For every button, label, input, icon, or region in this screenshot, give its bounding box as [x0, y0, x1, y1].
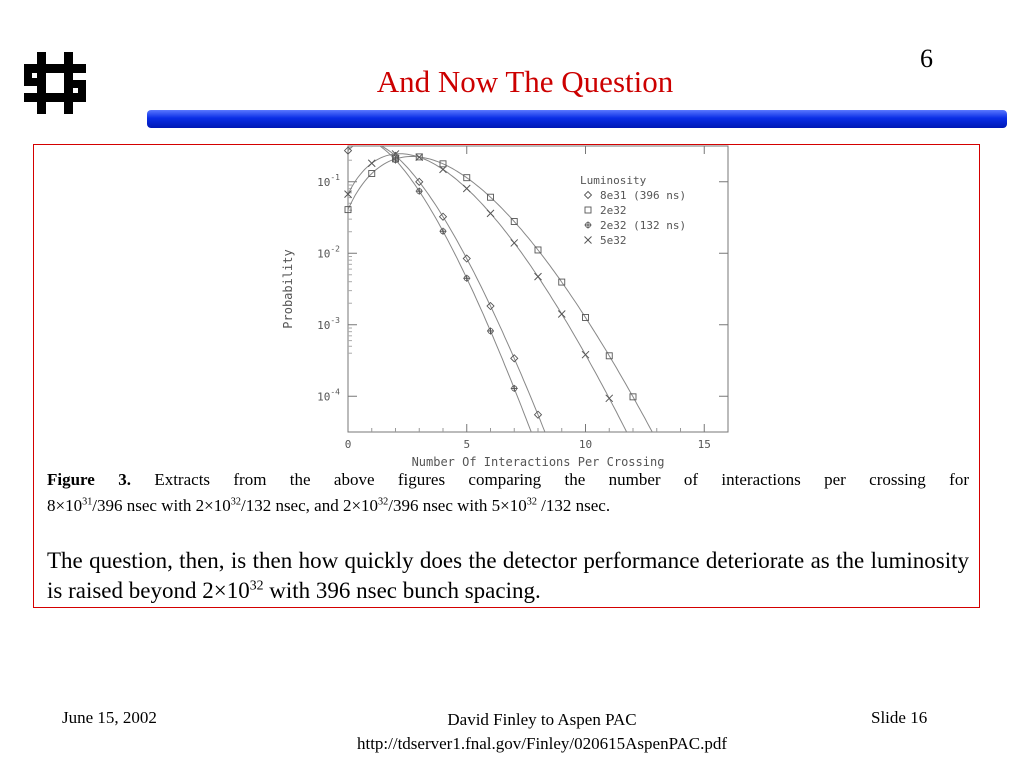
data-point-plus [416, 188, 423, 195]
caption-sup: 32 [230, 496, 241, 508]
data-point-cross [606, 395, 613, 402]
data-point-cross [558, 311, 565, 318]
caption-part: /132 nsec. [536, 496, 611, 515]
caption-sup: 32 [526, 496, 537, 508]
caption-sup: 31 [82, 496, 93, 508]
footer-slide-label: Slide 16 [871, 708, 928, 727]
x-axis-label: Number Of Interactions Per Crossing [411, 455, 665, 469]
data-point-cross [582, 351, 589, 358]
paragraph-sup: 32 [249, 577, 264, 593]
x-tick-label: 5 [463, 438, 471, 451]
legend-entry: 2e32 (132 ns) [600, 219, 687, 232]
paragraph-tail: with 396 nsec bunch spacing. [263, 578, 541, 603]
data-point-cross [463, 185, 470, 192]
legend-title: Luminosity [580, 174, 647, 187]
data-point-cross [535, 273, 542, 280]
caption-sup: 32 [378, 496, 389, 508]
series-curve [348, 156, 728, 470]
y-tick-label: $10^{-4}$ [317, 387, 340, 404]
x-tick-label: 0 [344, 438, 352, 451]
y-tick-label: $10^{-2}$ [317, 244, 340, 261]
x-tick-label: 10 [578, 438, 593, 451]
legend-entry: 5e32 [600, 234, 627, 247]
data-point-diamond [585, 192, 592, 199]
data-point-plus [463, 275, 470, 282]
paragraph-text: The question, then, is then how quickly does the detector performance deteriorate as the luminosity is raised beyond 2×10 [47, 548, 969, 603]
caption-part: /396 nsec with 2×10 [92, 496, 231, 515]
footer-author: David Finley to Aspen PAC [447, 710, 637, 729]
x-tick-label: 15 [697, 438, 711, 451]
data-point-plus [511, 385, 518, 392]
legend-entry: 8e31 (396 ns) [600, 189, 687, 202]
footer-center [312, 708, 772, 756]
caption-part: 8×10 [47, 496, 83, 515]
data-point-cross [585, 237, 592, 244]
figure-label: Figure 3. [47, 470, 131, 489]
y-tick-label: $10^{-3}$ [317, 315, 340, 332]
caption-part: /132 nsec, and 2×10 [240, 496, 379, 515]
slide-title: And Now The Question [376, 64, 674, 99]
slide-number: 6 [920, 44, 933, 73]
title-underline-bar [147, 110, 1007, 128]
data-point-cross [511, 239, 518, 246]
probability-chart [270, 140, 740, 470]
question-paragraph [47, 546, 969, 606]
figure-caption-text: Extracts from the above figures comparing the number of interactions per crossing for [154, 470, 969, 489]
y-axis-label: Probability [281, 249, 295, 329]
data-point-plus [585, 222, 592, 229]
data-point-cross [368, 160, 375, 167]
footer-url: http://tdserver1.fnal.gov/Finley/020615AspenPAC.pdf [356, 734, 728, 753]
y-tick-label: $10^{-1}$ [317, 172, 340, 189]
data-point-square [585, 207, 591, 213]
fermilab-logo-icon [22, 50, 88, 116]
legend-entry: 2e32 [600, 204, 627, 217]
figure-caption-line2 [47, 494, 610, 518]
figure-caption-line1 [47, 468, 969, 492]
footer-date: June 15, 2002 [62, 708, 157, 727]
data-point-plus [440, 228, 447, 235]
data-point-plus [487, 327, 494, 334]
caption-part: /396 nsec with 5×10 [388, 496, 527, 515]
data-point-cross [487, 210, 494, 217]
